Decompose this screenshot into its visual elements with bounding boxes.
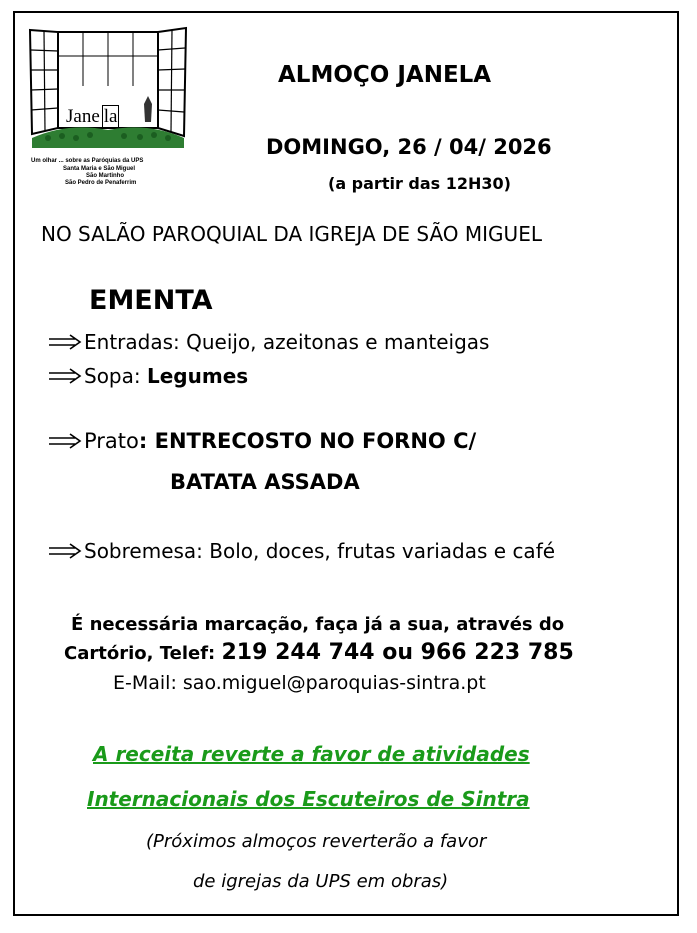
booking-line-2	[64, 640, 574, 665]
logo-name-box: la	[103, 106, 118, 127]
prato-value: : ENTRECOSTO NO FORNO C/	[138, 429, 477, 453]
logo-name: Jane	[66, 106, 100, 127]
event-title: ALMOÇO JANELA	[278, 62, 492, 88]
sobremesa-text: Sobremesa: Bolo, doces, frutas variadas e café	[84, 539, 556, 563]
booking-phones: 219 244 744 ou 966 223 785	[221, 640, 574, 665]
prato-label: Prato	[84, 429, 139, 453]
logo-caption-4: São Pedro de Penaferrim	[65, 180, 137, 186]
event-venue: NO SALÃO PAROQUIAL DA IGREJA DE SÃO MIGUEL	[41, 222, 542, 246]
logo-caption-3: São Martinho	[86, 173, 125, 179]
logo-caption-1: Um olhar ... sobre as Paróquias da UPS	[31, 158, 144, 164]
menu-item-sobremesa	[48, 539, 555, 563]
proceeds-line-1: A receita reverte a favor de atividades	[93, 742, 530, 766]
double-arrow-icon	[48, 543, 82, 559]
window-icon	[28, 26, 188, 156]
booking-email: E-Mail: sao.miguel@paroquias-sintra.pt	[113, 672, 486, 694]
event-time: (a partir das 12H30)	[328, 174, 511, 193]
booking-line-1: É necessária marcação, faça já a sua, através do	[71, 614, 565, 635]
prato-value-continued: BATATA ASSADA	[170, 470, 360, 494]
logo-caption-2: Santa Maria e São Miguel	[63, 166, 136, 172]
booking-prefix: Cartório, Telef:	[64, 643, 222, 664]
menu-item-prato	[48, 429, 476, 453]
future-note-2: de igrejas da UPS em obras)	[193, 871, 449, 892]
future-note-1: (Próximos almoços reverterão a favor	[146, 831, 487, 852]
menu-item-sopa	[48, 364, 248, 388]
menu-item-entradas	[48, 330, 489, 354]
janela-logo	[28, 26, 188, 196]
event-date: DOMINGO, 26 / 04/ 2026	[266, 135, 552, 159]
menu-title: EMENTA	[89, 285, 213, 316]
double-arrow-icon	[48, 368, 82, 384]
proceeds-line-2: Internacionais dos Escuteiros de Sintra	[87, 787, 530, 811]
double-arrow-icon	[48, 433, 82, 449]
double-arrow-icon	[48, 334, 82, 350]
entradas-text: Entradas: Queijo, azeitonas e manteigas	[84, 330, 490, 354]
logo-wordmark	[66, 106, 119, 128]
sopa-label: Sopa:	[84, 364, 147, 388]
sopa-value: Legumes	[146, 364, 249, 388]
